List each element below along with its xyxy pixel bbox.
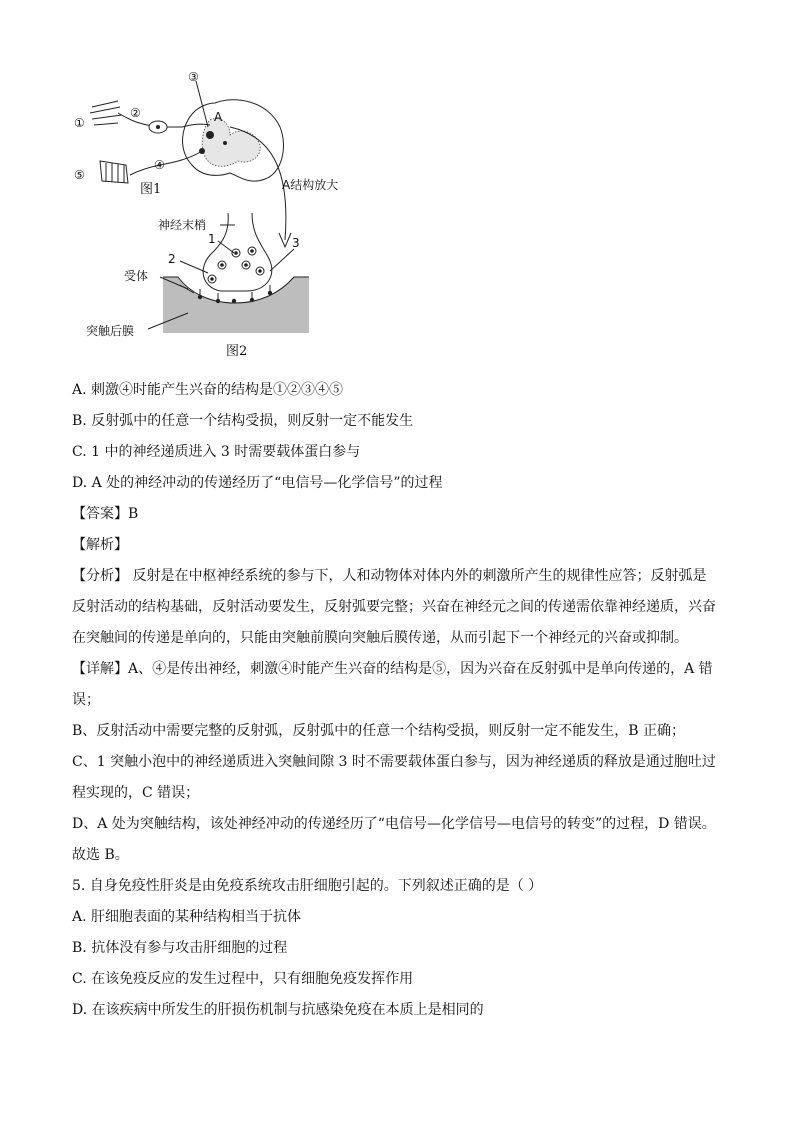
q4-option-c: C. 1 中的神经递质进入 3 时需要载体蛋白参与 xyxy=(72,444,361,460)
label-receptor: 受体 xyxy=(124,269,149,283)
q5-option-d: D. 在该疾病中所发生的肝损伤机制与抗感染免疫在本质上是相同的 xyxy=(72,1002,484,1018)
caption-fig1: 图1 xyxy=(140,182,162,197)
label-n2: 2 xyxy=(168,252,176,266)
analysis-tag: 【解析】 xyxy=(72,537,128,553)
ganglion-nucleus xyxy=(156,125,160,129)
reflex-arc-synapse-diagram xyxy=(70,65,370,365)
detail-line-2: 误； xyxy=(72,692,100,708)
answer-line xyxy=(72,504,138,524)
fenxi-line-2: 反射活动的结构基础，反射活动要发生，反射弧要完整；兴奋在神经元之间的传递需依靠神经递质，兴奋 xyxy=(72,599,716,615)
q5-stem: 5. 自身免疫性肝炎是由免疫系统攻击肝细胞引起的。下列叙述正确的是（ ） xyxy=(72,878,543,894)
label-c2: ② xyxy=(130,106,141,120)
detail-c-2: 程实现的，C 错误； xyxy=(72,785,200,801)
conclusion: 故选 B。 xyxy=(72,847,129,863)
label-postsynaptic: 突触后膜 xyxy=(86,324,135,338)
fenxi-line-1: 【分析】 反射是在中枢神经系统的参与下，人和动物体对体内外的刺激所产生的规律性应答；反射弧是 xyxy=(72,568,707,584)
q5-option-a: A. 肝细胞表面的某种结构相当于抗体 xyxy=(72,909,302,925)
fenxi-line-3: 在突触间的传递是单向的，只能由突触前膜向突触后膜传递，从而引起下一个神经元的兴奋或抑制。 xyxy=(72,630,688,646)
label-c5: ⑤ xyxy=(74,168,85,182)
q4-option-a: A. 刺激④时能产生兴奋的结构是①②③④⑤ xyxy=(72,382,344,398)
q4-option-d: D. A 处的神经冲动的传递经历了“电信号—化学信号”的过程 xyxy=(72,475,443,491)
q4-option-b: B. 反射弧中的任意一个结构受损，则反射一定不能发生 xyxy=(72,413,414,429)
interneuron-soma xyxy=(206,131,214,139)
detail-b: B、反射活动中需要完整的反射弧，反射弧中的任意一个结构受损，则反射一定不能发生，B 正确； xyxy=(72,723,686,739)
label-n3: 3 xyxy=(292,236,300,250)
central-canal xyxy=(223,141,227,145)
label-n1: 1 xyxy=(208,232,216,246)
neural-reflex-figure xyxy=(70,65,370,365)
efferent-nerve xyxy=(130,151,202,175)
caption-fig2: 图2 xyxy=(226,344,248,359)
label-A: A xyxy=(214,110,223,124)
detail-d: D、A 处为突触结构，该处神经冲动的传递经历了“电信号—化学信号—电信号的转变”的过程，D 错误。 xyxy=(72,816,716,832)
label-3b-pointer xyxy=(270,249,294,271)
label-a-enlarge: A结构放大 xyxy=(282,178,339,192)
label-c1: ① xyxy=(74,116,85,130)
label-c3: ③ xyxy=(188,70,199,84)
answer-tag: 【答案】 xyxy=(72,506,128,522)
receptor-skin xyxy=(90,101,122,125)
q5-option-b: B. 抗体没有参与攻击肝细胞的过程 xyxy=(72,940,288,956)
effector-muscle xyxy=(100,161,128,183)
gray-matter xyxy=(202,118,260,166)
q5-option-c: C. 在该免疫反应的发生过程中，只有细胞免疫发挥作用 xyxy=(72,971,414,987)
label-nerve-ending: 神经末梢 xyxy=(158,218,207,232)
answer-value: B xyxy=(128,506,139,522)
detail-line-1: 【详解】A、④是传出神经，刺激④时能产生兴奋的结构是⑤，因为兴奋在反射弧中是单向传递的，A 错 xyxy=(72,661,713,677)
label-c4: ④ xyxy=(154,158,165,172)
detail-c-1: C、1 突触小泡中的神经递质进入突触间隙 3 时不需要载体蛋白参与，因为神经递质的释放是通过胞吐过 xyxy=(72,754,716,770)
